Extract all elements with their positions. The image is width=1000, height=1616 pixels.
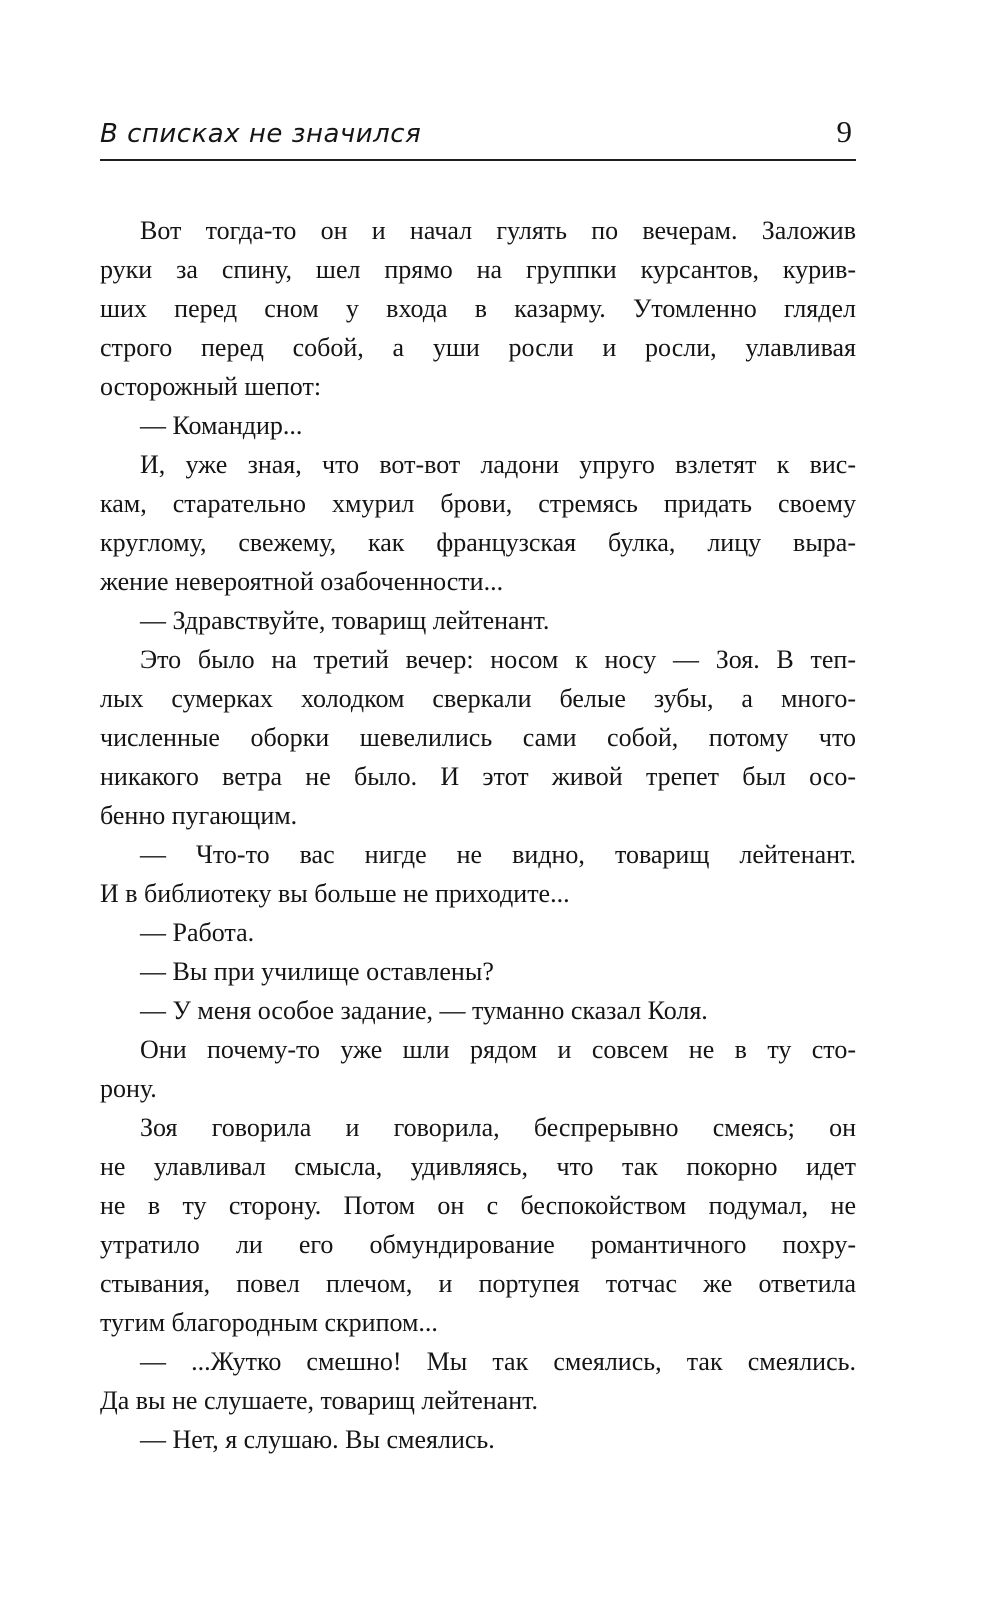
text-line: рону. bbox=[100, 1074, 157, 1103]
text-line: не улавливал смысла, удивляясь, что так покорно идет bbox=[100, 1152, 856, 1181]
text-line: — Командир... bbox=[140, 411, 303, 440]
text-line: стывания, повел плечом, и портупея тотчас же ответила bbox=[100, 1269, 856, 1298]
text-line: лых сумерках холодком сверкали белые зубы, а много- bbox=[100, 684, 856, 713]
paragraph bbox=[100, 445, 856, 601]
text-line: ших перед сном у входа в казарму. Утомленно глядел bbox=[100, 294, 856, 323]
text-line: Это было на третий вечер: носом к носу — Зоя. В теп- bbox=[140, 645, 856, 674]
paragraph bbox=[100, 211, 856, 406]
text-line: — Здравствуйте, товарищ лейтенант. bbox=[140, 606, 550, 635]
text-line: бенно пугающим. bbox=[100, 801, 298, 830]
text-line: руки за спину, шел прямо на группки курсантов, курив- bbox=[100, 255, 856, 284]
text-line: круглому, свежему, как французская булка, лицу выра- bbox=[100, 528, 856, 557]
paragraph bbox=[100, 913, 856, 952]
text-line: — Нет, я слушаю. Вы смеялись. bbox=[140, 1425, 495, 1454]
text-line: — Вы при училище оставлены? bbox=[140, 957, 494, 986]
text-line: строго перед собой, а уши росли и росли, улавливая bbox=[100, 333, 856, 362]
text-line: тугим благородным скрипом... bbox=[100, 1308, 438, 1337]
paragraph bbox=[100, 601, 856, 640]
page-content bbox=[100, 114, 856, 1459]
text-line: численные оборки шевелились сами собой, потому что bbox=[100, 723, 856, 752]
page-number: 9 bbox=[836, 114, 852, 149]
text-line: — ...Жутко смешно! Мы так смеялись, так смеялись. bbox=[140, 1347, 856, 1376]
text-line: кам, старательно хмурил брови, стремясь придать своему bbox=[100, 489, 856, 518]
text-line: Вот тогда-то он и начал гулять по вечерам. Заложив bbox=[140, 216, 856, 245]
text-line: И, уже зная, что вот-вот ладони упруго взлетят к вис- bbox=[140, 450, 856, 479]
paragraph bbox=[100, 1420, 856, 1459]
running-title: В списках не значился bbox=[100, 119, 422, 149]
text-line: Да вы не слушаете, товарищ лейтенант. bbox=[100, 1386, 539, 1415]
text-line: И в библиотеку вы больше не приходите... bbox=[100, 879, 570, 908]
paragraph bbox=[100, 406, 856, 445]
paragraph bbox=[100, 1030, 856, 1108]
paragraph bbox=[100, 835, 856, 913]
text-line: — Что-то вас нигде не видно, товарищ лейтенант. bbox=[140, 840, 856, 869]
page-body bbox=[100, 211, 856, 1459]
text-line: никакого ветра не было. И этот живой трепет был осо- bbox=[100, 762, 856, 791]
text-line: не в ту сторону. Потом он с беспокойством подумал, не bbox=[100, 1191, 856, 1220]
paragraph bbox=[100, 1342, 856, 1420]
text-line: — У меня особое задание, — туманно сказал Коля. bbox=[140, 996, 708, 1025]
paragraph bbox=[100, 1108, 856, 1342]
page-header bbox=[100, 114, 856, 161]
text-line: Зоя говорила и говорила, беспрерывно смеясь; он bbox=[140, 1113, 856, 1142]
text-line: Они почему-то уже шли рядом и совсем не в ту сто- bbox=[140, 1035, 856, 1064]
text-line: утратило ли его обмундирование романтичного похру- bbox=[100, 1230, 856, 1259]
text-line: осторожный шепот: bbox=[100, 372, 322, 401]
text-line: — Работа. bbox=[140, 918, 255, 947]
paragraph bbox=[100, 952, 856, 991]
paragraph bbox=[100, 991, 856, 1030]
paragraph bbox=[100, 640, 856, 835]
text-line: жение невероятной озабоченности... bbox=[100, 567, 504, 596]
